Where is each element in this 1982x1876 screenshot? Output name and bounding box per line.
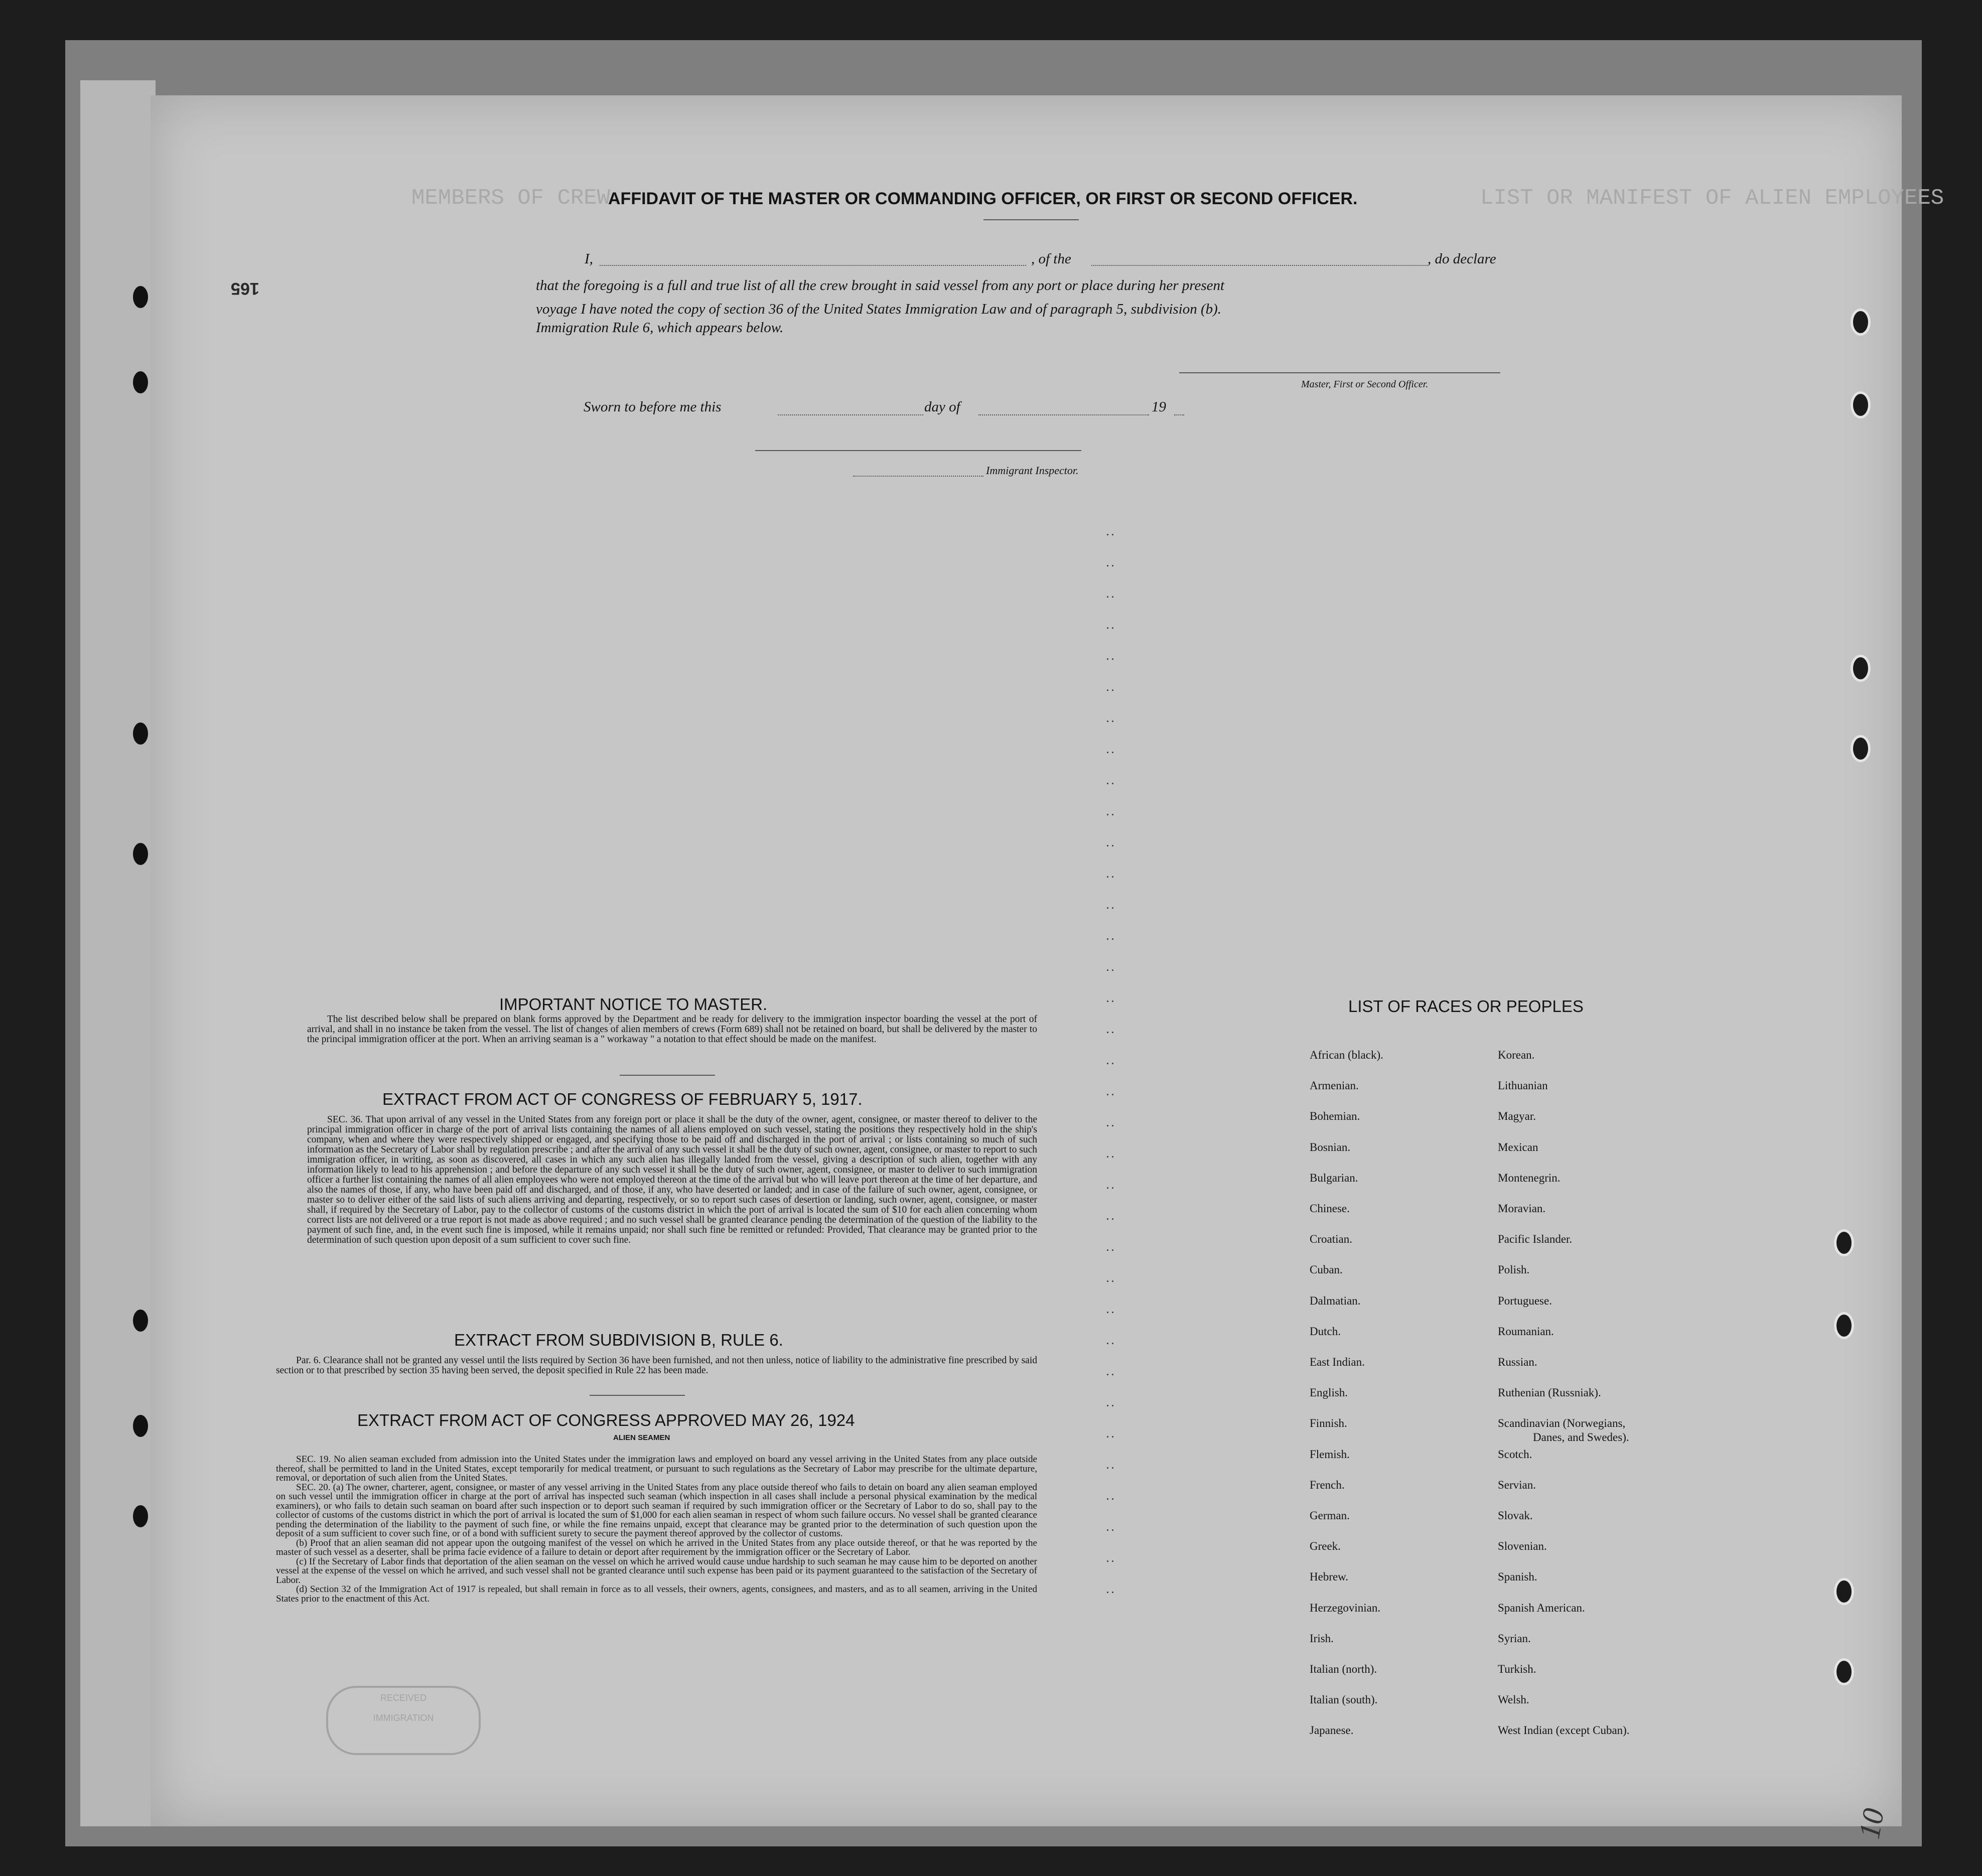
extract-1917-text (307, 1115, 1037, 1245)
extract-rule6-title: EXTRACT FROM SUBDIVISION B, RULE 6. (454, 1331, 783, 1349)
race-item: Turkish. (1498, 1663, 1536, 1675)
race-item: Dalmatian. (1310, 1294, 1361, 1307)
extract-1924-paragraph: (b) Proof that an alien seaman did not appear upon the outgoing manifest of the vessel on which he arrived in the United States from any place outside thereof, or that he was reported by the master of such vessel as a deserter, shall be prima facie evidence of a failure to detain or deport after requirement by the immigration officer or the Secretary of Labor. (276, 1537, 1037, 1557)
binder-hole-icon (133, 371, 148, 393)
race-item: Greek. (1310, 1540, 1341, 1553)
race-item: Spanish. (1498, 1570, 1537, 1583)
race-item: Scotch. (1498, 1448, 1532, 1461)
race-item: Mexican (1498, 1140, 1538, 1153)
binder-hole-icon (133, 843, 148, 865)
extract-1917-paragraph: SEC. 36. That upon arrival of any vessel in the United States from any foreign port or place it shall be the duty of the owner, agent, consignee, or master thereof to deliver to the principal immigration officer in charge of the port of arrival lists containing the names of all aliens employed on such vessel, stating the positions they respectively hold in the ship's company, when and where they were respectively shipped or engaged, and specifying those to be paid off and discharged in the port of arrival ; or lists containing so much of such information as the Secretary of Labor shall by regulation prescribe ; and after the arrival of any such vessel it shall be the duty of such owner, agent, consignee, or master to report to such immigration officer, in writing, as soon as discovered, all cases in which any such alien has illegally landed from the vessel, giving a description of such alien, together with any information likely to lead to his apprehension ; and before the departure of any such vessel it shall be the duty of such owner, agent, consignee, or master to deliver to such immigration officer a further list containing the names of all alien employees who were not employed thereon at the time of the arrival but who will leave port thereon at the time of her departure, and also the names of those, if any, who have been paid off and discharged, and of those, if any, who have deserted or landed; and in case of the failure of such owner, agent, consignee, or master so to deliver either of the said lists of such aliens arriving and departing, respectively, or so to report such cases of desertion or landing, such owner, agent, consignee, or master shall, if required by the Secretary of Labor, pay to the collector of customs of the customs district in which the port of arrival is located the sum of $10 for each alien concerning whom correct lists are not delivered or a true report is not made as above required ; and no such vessel shall be granted clearance pending the determination of the question of the liability to the payment of such fine, and, in the event such fine is imposed, while it remains unpaid; nor shall such fine be remitted or refunded: Provided, That clearance may be granted prior to the determination of such question upon deposit of a sum sufficient to cover such fine. (307, 1114, 1037, 1245)
race-item: Chinese. (1310, 1202, 1350, 1215)
binder-hole-icon (1851, 391, 1871, 418)
inspector-label: Immigrant Inspector. (986, 464, 1079, 477)
binder-hole-icon (133, 1505, 148, 1527)
sworn-day-blank[interactable] (778, 414, 923, 415)
race-item: Bulgarian. (1310, 1171, 1358, 1184)
binder-hole-icon (133, 1415, 148, 1437)
race-item: Bohemian. (1310, 1110, 1360, 1123)
binder-hole-icon (133, 1310, 148, 1332)
master-signature-label: Master, First or Second Officer. (1301, 379, 1429, 390)
race-item: Magyar. (1498, 1110, 1536, 1123)
binder-hole-icon (133, 723, 148, 745)
binder-hole-icon (1851, 309, 1871, 336)
binder-hole-icon (1851, 735, 1871, 762)
race-item: Slovenian. (1498, 1540, 1547, 1553)
extract-rule6-text (276, 1356, 1037, 1376)
left-paper-strip (80, 80, 156, 1826)
race-item: Pacific Islander. (1498, 1233, 1573, 1246)
race-item: Slovak. (1498, 1509, 1533, 1522)
race-item: Roumanian. (1498, 1325, 1554, 1338)
race-item: Cuban. (1310, 1263, 1343, 1276)
race-item: Hebrew. (1310, 1570, 1349, 1583)
sworn-day-of: day of (924, 399, 960, 415)
binder-hole-icon (1834, 1229, 1854, 1256)
important-notice-title: IMPORTANT NOTICE TO MASTER. (499, 995, 768, 1014)
race-item: Polish. (1498, 1263, 1530, 1276)
divider (620, 1075, 715, 1076)
important-notice-paragraph: The list described below shall be prepared on blank forms approved by the Department and be ready for delivery to the immigration inspector boarding the vessel at the port of arrival, and shall in no instance be taken from the vessel. The list of changes of alien members of crews (Form 689) shall not be retained on board, but shall be delivered by the master to the principal immigration officer at the port. When an arriving seaman is a " workaway " a notation to that effect should be made on the manifest. (307, 1014, 1037, 1045)
race-item: Finnish. (1310, 1417, 1347, 1430)
extract-rule6-paragraph: Par. 6. Clearance shall not be granted any vessel until the lists required by Section 36 have been furnished, and not then unless, notice of liability to the administrative fine prescribed by said section or to that prescribed by section 35 having been served, the deposit specified in Rule 22 has been made. (276, 1355, 1037, 1376)
important-notice-text (307, 1015, 1037, 1045)
extract-1924-title: EXTRACT FROM ACT OF CONGRESS APPROVED MAY 26, 1924 (357, 1411, 855, 1429)
race-item: English. (1310, 1386, 1348, 1399)
race-item: Lithuanian (1498, 1079, 1548, 1092)
race-item-continuation: Danes, and Swedes). (1533, 1431, 1629, 1444)
affidavit-line-4: Immigration Rule 6, which appears below. (536, 320, 784, 336)
race-item: French. (1310, 1478, 1345, 1491)
inspector-signature-line[interactable] (755, 450, 1081, 451)
extract-1924-paragraph: (d) Section 32 of the Immigration Act of 1917 is repealed, but shall remain in force as to all vessels, their owners, agents, consignees, and masters, and as to all seamen, arriving in the United States prior to the enactment of this Act. (276, 1584, 1037, 1604)
column-dots: . . . . . . . . . . . . . . . . . . . . . . . . . . . . . . . . . . . . . . . . . . . . . . . . . . . . . . . . . . . . . . . . . . . . . . (1106, 527, 1114, 1595)
sworn-year: 19 (1152, 399, 1166, 415)
race-item: German. (1310, 1509, 1350, 1522)
race-item: Herzegovinian. (1310, 1601, 1381, 1614)
race-item: Korean. (1498, 1049, 1535, 1061)
race-item: Bosnian. (1310, 1140, 1351, 1153)
race-item: Servian. (1498, 1478, 1536, 1491)
extract-1924-paragraph: SEC. 19. No alien seaman excluded from admission into the United States under the immigration laws and employed on board any vessel arriving in the United States from any place outside thereof, shall be permitted to land in the United States, except temporarily for medical treatment, or pursuant to such regulations as the Secretary of Labor may prescribe for the ultimate departure, removal, or deportation of such alien from the United States. (276, 1454, 1037, 1483)
affidavit-line-2: that the foregoing is a full and true list of all the crew brought in said vessel from any port or place during her present (536, 277, 1225, 294)
race-item: Flemish. (1310, 1448, 1350, 1461)
bleed-through-text: MEMBERS OF CREW. (411, 186, 624, 211)
affidavit-line-3: voyage I have noted the copy of section 36 of the United States Immigration Law and of paragraph 5, subdivision (b). (536, 301, 1222, 317)
extract-1924-text (276, 1455, 1037, 1604)
race-item: Italian (north). (1310, 1663, 1377, 1675)
binder-hole-icon (1834, 1658, 1854, 1685)
inspector-dotted-line (853, 476, 983, 477)
corner-mark: 10 (1852, 1806, 1891, 1841)
margin-number: 165 (231, 279, 259, 298)
sworn-prefix: Sworn to before me this (584, 399, 722, 415)
binder-hole-icon (1834, 1312, 1854, 1339)
race-item: African (black). (1310, 1049, 1383, 1061)
race-item: Italian (south). (1310, 1693, 1378, 1706)
vessel-blank[interactable] (1091, 265, 1428, 266)
affidavit-of-the: , of the (1031, 251, 1071, 267)
master-signature-line[interactable] (1179, 372, 1500, 373)
race-item: Welsh. (1498, 1693, 1529, 1706)
sworn-month-blank[interactable] (978, 414, 1149, 415)
race-item: Dutch. (1310, 1325, 1341, 1338)
race-item: Armenian. (1310, 1079, 1359, 1092)
divider (590, 1395, 685, 1396)
race-item: West Indian (except Cuban). (1498, 1724, 1630, 1737)
races-title: LIST OF RACES OR PEOPLES (1348, 997, 1584, 1016)
race-item: East Indian. (1310, 1356, 1365, 1368)
extract-1924-paragraph: (c) If the Secretary of Labor finds that deportation of the alien seaman on the vessel on which he arrived would cause undue hardship to such seaman he may cause him to be deported on another vessel at the expense of the vessel on which he arrived, and such vessel shall not be granted clearance until such expense has been paid or its payment guaranteed to the satisfaction of the Secretary of Labor. (276, 1556, 1037, 1585)
race-item: Portuguese. (1498, 1294, 1552, 1307)
affidavit-title: AFFIDAVIT OF THE MASTER OR COMMANDING OFFICER, OR FIRST OR SECOND OFFICER. (608, 189, 1358, 208)
race-item: Croatian. (1310, 1233, 1352, 1246)
race-item: Ruthenian (Russniak). (1498, 1386, 1601, 1399)
sworn-year-blank[interactable] (1174, 414, 1184, 415)
affidavit-i: I, (585, 251, 593, 267)
race-item: Irish. (1310, 1632, 1334, 1645)
binder-hole-icon (133, 286, 148, 308)
race-item: Russian. (1498, 1356, 1537, 1368)
name-blank[interactable] (600, 265, 1026, 266)
affidavit-declare: , do declare (1428, 251, 1496, 267)
extract-1917-title: EXTRACT FROM ACT OF CONGRESS OF FEBRUARY 5, 1917. (382, 1090, 863, 1108)
archive-stamp: RECEIVED IMMIGRATION (326, 1686, 481, 1755)
race-item: Japanese. (1310, 1724, 1354, 1737)
alien-seamen-subtitle: ALIEN SEAMEN (613, 1433, 670, 1442)
race-item: Moravian. (1498, 1202, 1546, 1215)
race-item: Spanish American. (1498, 1601, 1585, 1614)
race-item: Scandinavian (Norwegians, (1498, 1417, 1626, 1430)
bleed-through-text: LIST OR MANIFEST OF ALIEN EMPLOYEES (1480, 186, 1944, 211)
binder-hole-icon (1851, 655, 1871, 682)
race-item: Syrian. (1498, 1632, 1531, 1645)
title-underline (983, 219, 1079, 220)
race-item: Montenegrin. (1498, 1171, 1561, 1184)
binder-hole-icon (1834, 1578, 1854, 1605)
extract-1924-paragraph: SEC. 20. (a) The owner, charterer, agent, consignee, or master of any vessel arriving in the United States from any place outside thereof who fails to detain on board any alien seaman employed on such vessel until the immigration officer in charge at the port of arrival has inspected such seaman (which inspection in all cases shall include a personal physical examination by the medical examiners), or who fails to detain such seaman on board after such inspection or to deport such seaman if required by such immigration officer or the Secretary of Labor to do so, shall pay to the collector of customs of the customs district in which the port of arrival is located the sum of $1,000 for each alien seaman in respect of whom such failure occurs. No vessel shall be granted clearance pending the determination of the liability to the payment of such fine, or while the fine remains unpaid, except that clearance may be granted prior to the determination of such question upon the deposit of a sum sufficient to cover such fine, or of a bond with sufficient surety to secure the payment thereof approved by the collector of customs. (276, 1482, 1037, 1539)
